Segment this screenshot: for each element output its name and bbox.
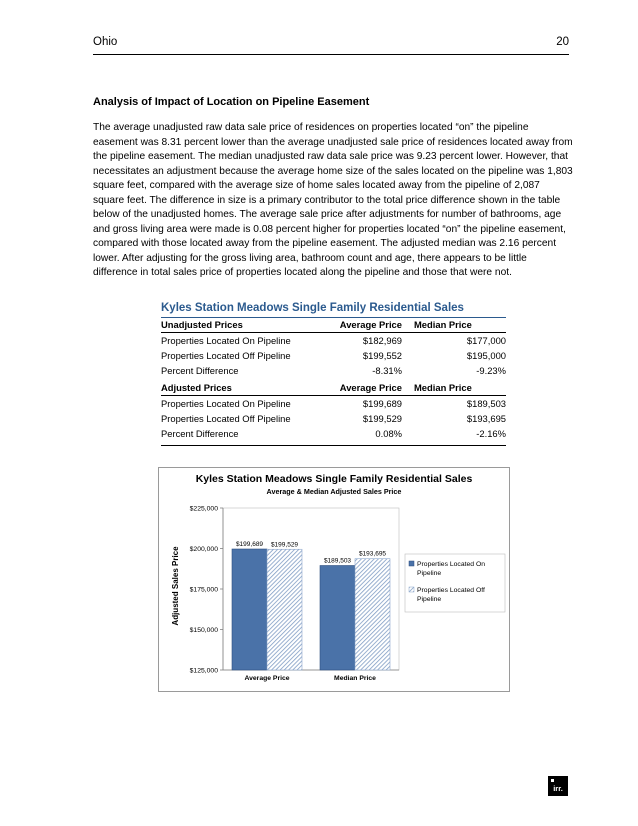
bar-off-pipeline — [355, 559, 390, 670]
y-tick-label: $200,000 — [189, 546, 218, 553]
bar-data-label: $189,503 — [323, 557, 352, 565]
column-header: Average Price — [339, 382, 402, 393]
chart-canvas — [159, 468, 509, 691]
column-header: Adjusted Prices — [161, 382, 232, 393]
table-cell: $189,503 — [466, 398, 506, 409]
table-cell: $199,689 — [362, 398, 402, 409]
y-tick-label: $150,000 — [189, 627, 218, 634]
chart-subtitle: Average & Median Adjusted Sales Price — [266, 487, 402, 496]
table-cell: Percent Difference — [161, 365, 239, 376]
legend-swatch — [409, 561, 414, 566]
table-cell: Properties Located Off Pipeline — [161, 350, 291, 361]
bar-data-label: $193,695 — [358, 550, 387, 558]
sales-price-chart — [158, 467, 510, 692]
column-header: Median Price — [414, 319, 472, 330]
table-header-unadjusted — [161, 318, 506, 333]
legend-label: Properties Located On Pipeline — [417, 561, 486, 577]
table-row — [161, 396, 506, 411]
bar-on-pipeline — [320, 566, 355, 670]
bar-data-label: $199,529 — [270, 541, 299, 549]
table-cell: $193,695 — [466, 413, 506, 424]
bar-data-label: $199,689 — [235, 541, 264, 549]
column-header: Unadjusted Prices — [161, 319, 243, 330]
table-row — [161, 333, 506, 348]
svg-text:irr.: irr. — [553, 784, 563, 793]
table-cell: Properties Located On Pipeline — [161, 335, 291, 346]
table-cell: 0.08% — [375, 428, 402, 439]
body-paragraph: The average unadjusted raw data sale price of residences on properties located “on” the pipeline easement was 8.31 percent lower than the average unadjusted sale price of residences located away from the pipeline easement. The median unadjusted raw data sale price was 9.23 percent lower. However, that necessitates an adjustment because the average home size of the sales located on the pipeline was 1,803 square feet, compared with the average size of home sales located away from the pipeline of 2,087 square feet. The difference in size is a primary contributor to the total price difference shown in the table below of the unadjusted homes. The average sale price after adjustments for number of bathrooms, age and gross living area were made is 0.08 percent higher for properties located “on” the pipeline easement, compared with those located away from the pipeline easement. The adjusted median was 2.16 percent lower. After adjusting for the gross living area, bathroom count and age, there appears to be little difference in total sales price of properties located along the pipeline and those that were not. — [93, 122, 573, 278]
sales-table — [161, 299, 506, 446]
column-header: Average Price — [339, 319, 402, 330]
table-cell: -2.16% — [476, 428, 506, 439]
table-cell: -9.23% — [476, 365, 506, 376]
bar-on-pipeline — [232, 549, 267, 670]
table-cell: Percent Difference — [161, 428, 239, 439]
table-row — [161, 348, 506, 363]
y-axis-label: Adjusted Sales Price — [171, 546, 180, 626]
table-cell: $195,000 — [466, 350, 506, 361]
table-cell: Properties Located Off Pipeline — [161, 413, 291, 424]
irr-logo — [548, 776, 568, 796]
page-number: 20 — [556, 36, 569, 48]
table-cell: $182,969 — [362, 335, 402, 346]
bar-off-pipeline — [267, 549, 302, 670]
table-cell: $177,000 — [466, 335, 506, 346]
table-cell: Properties Located On Pipeline — [161, 398, 291, 409]
table-row — [161, 363, 506, 378]
y-tick-label: $175,000 — [189, 586, 218, 594]
header-rule — [93, 54, 569, 55]
legend-label: Properties Located Off Pipeline — [417, 587, 485, 603]
section-title: Analysis of Impact of Location on Pipeline Easement — [93, 96, 370, 108]
chart-title: Kyles Station Meadows Single Family Residential Sales — [195, 473, 473, 485]
x-tick-label: Median Price — [334, 675, 376, 682]
column-header: Median Price — [414, 382, 472, 393]
table-bottom-rule — [161, 441, 506, 446]
y-tick-label: $225,000 — [189, 505, 218, 513]
table-header-adjusted — [161, 381, 506, 396]
table-cell: $199,529 — [362, 413, 402, 424]
table-cell: -8.31% — [372, 365, 402, 376]
table-title: Kyles Station Meadows Single Family Residential Sales — [161, 299, 506, 318]
legend-swatch — [409, 587, 414, 592]
x-tick-label: Average Price — [244, 675, 290, 682]
running-header-state: Ohio — [93, 36, 118, 48]
y-tick-label: $125,000 — [189, 667, 218, 675]
table-row — [161, 411, 506, 426]
table-row — [161, 426, 506, 441]
table-cell: $199,552 — [362, 350, 402, 361]
